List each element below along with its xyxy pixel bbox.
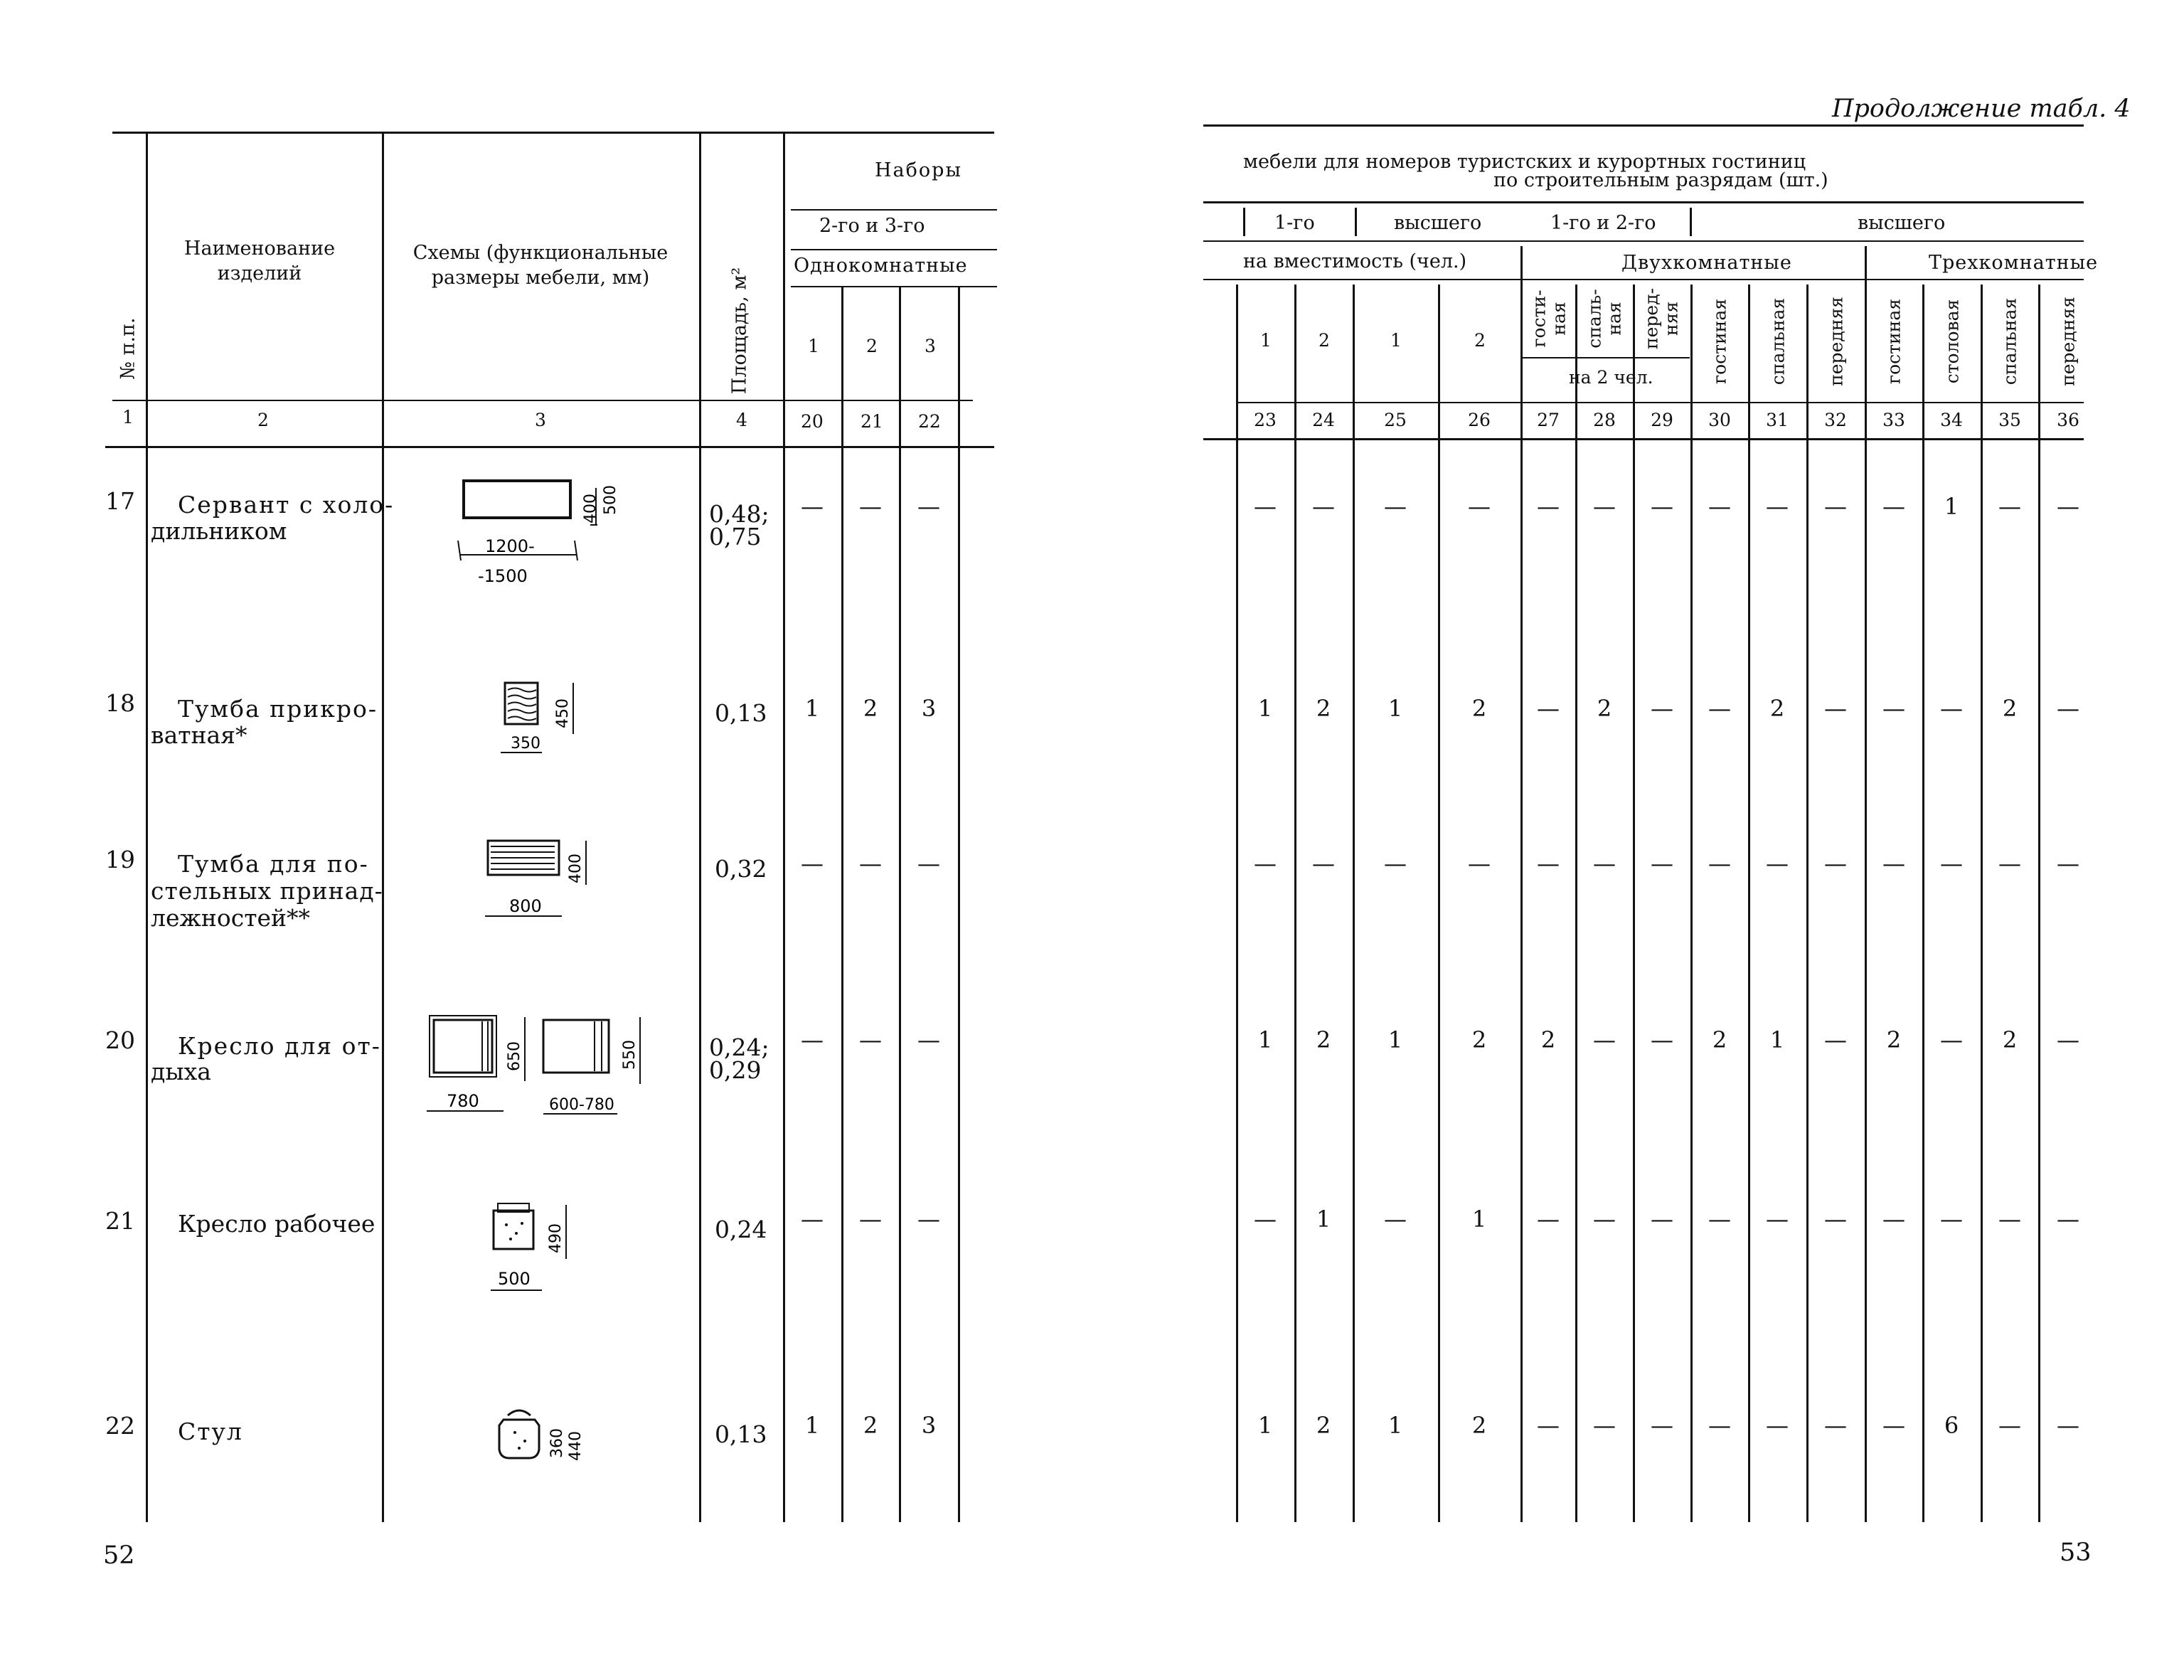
r-vline-6 [1633, 285, 1635, 1522]
right-cell-r20-c31: 1 [1769, 1026, 1785, 1053]
right-cell-r17-c23: — [1254, 493, 1277, 520]
right-header-bottom-rule [1203, 438, 2084, 440]
grade-sep-c [1690, 208, 1692, 236]
cap-col-1: 1 [1260, 330, 1272, 351]
right-cell-r21-c32: — [1824, 1206, 1847, 1233]
right-cell-r20-c32: — [1824, 1026, 1847, 1053]
right-cell-r21-c33: — [1882, 1206, 1905, 1233]
right-cell-r22-c31: — [1766, 1412, 1789, 1439]
dim-500: 500 [602, 485, 619, 515]
row-20-name-2: дыха [151, 1058, 211, 1085]
left-cell-r17-c3: — [917, 493, 940, 520]
right-cell-r19-c27: — [1537, 850, 1560, 877]
right-cell-r17-c32: — [1824, 493, 1847, 520]
right-cell-r17-c26: — [1468, 493, 1491, 520]
right-cell-r21-c29: — [1651, 1206, 1673, 1233]
right-cell-r19-c26: — [1468, 850, 1491, 877]
row-19-name-3: лежностей** [151, 904, 310, 932]
row-21-num: 21 [105, 1207, 135, 1235]
two-room-b-col-1: гостиная [1709, 299, 1730, 384]
row-22-num: 22 [105, 1412, 135, 1440]
capacity-label: на вместимость (чел.) [1243, 250, 1467, 272]
right-for2-rule [1522, 357, 1690, 358]
left-cell-r20-c2: — [859, 1026, 882, 1053]
dim-1500: -1500 [478, 566, 528, 586]
grade-label: 2-го и 3-го [819, 215, 925, 237]
grade-1-2: 1-го и 2-го [1550, 212, 1656, 234]
left-index-1: 1 [122, 407, 134, 427]
dim-600-780: 600-780 [549, 1096, 614, 1114]
scheme-armchair-20 [424, 1010, 666, 1127]
dim-500b: 500 [498, 1269, 531, 1289]
right-cell-r19-c24: — [1312, 850, 1335, 877]
right-cell-r21-c24: 1 [1316, 1206, 1331, 1233]
r-vline-0 [1236, 285, 1238, 1522]
dim-450: 450 [554, 698, 572, 728]
right-index-36: 36 [2057, 410, 2079, 430]
right-index-29: 29 [1651, 410, 1673, 430]
right-cell-r18-c30: — [1708, 695, 1731, 722]
grade-1: 1-го [1274, 212, 1315, 234]
caption-line-2: по строительным разрядам (шт.) [1493, 169, 1828, 191]
right-cell-r17-c31: — [1766, 493, 1789, 520]
dim-360: 360 [548, 1428, 566, 1458]
left-header-bottom-rule [105, 446, 994, 448]
right-index-32: 32 [1824, 410, 1847, 430]
scheme-bedding-19 [478, 834, 634, 929]
sets-label: Наборы [875, 159, 962, 181]
right-cell-r22-c36: — [2057, 1412, 2079, 1439]
left-index-22: 22 [918, 411, 941, 432]
cap-col-3: 1 [1390, 330, 1402, 351]
row-19-num: 19 [105, 846, 135, 873]
right-cell-r22-c34: 6 [1944, 1412, 1959, 1439]
left-cell-r17-c2: — [859, 493, 882, 520]
chair-schematic [492, 1401, 606, 1479]
right-cell-r22-c33: — [1882, 1412, 1905, 1439]
left-cell-r22-c2: 2 [863, 1412, 878, 1439]
row-17-name-2: дильником [151, 517, 287, 545]
right-cell-r18-c24: 2 [1316, 695, 1331, 722]
right-cell-r17-c25: — [1384, 493, 1407, 520]
dim-490: 490 [547, 1223, 565, 1253]
left-vline-4 [783, 132, 785, 1522]
row-21-area-1: 0,24 [715, 1216, 767, 1243]
two-room-b-col-3: передняя [1826, 297, 1847, 386]
right-cell-r17-c27: — [1537, 493, 1560, 520]
dim-550: 550 [621, 1040, 639, 1070]
right-cell-r18-c36: — [2057, 695, 2079, 722]
right-cell-r21-c34: — [1940, 1206, 1963, 1233]
left-cell-r18-c3: 3 [921, 695, 937, 722]
dim-350: 350 [511, 735, 540, 753]
cap-col-4: 2 [1474, 330, 1486, 351]
left-index-4: 4 [736, 410, 747, 430]
right-cell-r19-c28: — [1593, 850, 1616, 877]
three-room-col-3: спальная [1999, 297, 2020, 386]
three-room-col-1: гостиная [1883, 299, 1905, 384]
right-cell-r21-c28: — [1593, 1206, 1616, 1233]
r-vline-4 [1520, 246, 1523, 1522]
dim-780: 780 [447, 1091, 479, 1111]
three-room-col-2: столовая [1941, 299, 1963, 384]
right-cell-r21-c26: 1 [1471, 1206, 1487, 1233]
col-num-label: № п.п. [117, 317, 139, 380]
right-cell-r17-c28: — [1593, 493, 1616, 520]
right-cell-r19-c23: — [1254, 850, 1277, 877]
right-cell-r17-c36: — [2057, 493, 2079, 520]
row-20-area-1: 0,24; [709, 1033, 769, 1061]
right-cell-r20-c27: 2 [1540, 1026, 1556, 1053]
right-index-top-rule [1237, 402, 2084, 403]
left-roomtype-rule2 [791, 286, 997, 287]
two-room-a-col-1: гости-ная [1528, 289, 1569, 348]
right-cell-r19-c33: — [1882, 850, 1905, 877]
right-index-35: 35 [1998, 410, 2021, 430]
right-cell-r18-c31: 2 [1769, 695, 1785, 722]
right-cell-r19-c34: — [1940, 850, 1963, 877]
left-index-rule [112, 400, 973, 401]
two-room-a-col-2: спаль-ная [1584, 289, 1624, 349]
left-subcol-3: 3 [925, 336, 936, 356]
row-18-name-1: Тумба прикро- [178, 695, 378, 723]
right-cell-r22-c30: — [1708, 1412, 1731, 1439]
right-cell-r17-c30: — [1708, 493, 1731, 520]
right-cell-r17-c29: — [1651, 493, 1673, 520]
dim-1200: 1200- [485, 536, 535, 556]
left-vline-5 [841, 287, 843, 1522]
left-cell-r18-c2: 2 [863, 695, 878, 722]
right-cell-r22-c35: — [1998, 1412, 2021, 1439]
right-index-23: 23 [1254, 410, 1277, 430]
right-cell-r22-c26: 2 [1471, 1412, 1487, 1439]
col-name-label: Наименование изделий [183, 238, 336, 285]
right-cell-r20-c24: 2 [1316, 1026, 1331, 1053]
row-17-num: 17 [105, 487, 135, 515]
three-room-col-4: передняя [2057, 297, 2079, 386]
right-cell-r18-c33: — [1882, 695, 1905, 722]
room-type-label: Однокомнатные [794, 255, 968, 277]
right-cell-r17-c34: 1 [1944, 493, 1959, 520]
left-index-20: 20 [801, 411, 824, 432]
row-21-name-1: Кресло рабочее [178, 1210, 375, 1238]
r-vline-12 [1981, 285, 1983, 1522]
r-vline-7 [1690, 285, 1693, 1522]
grade-high-b: высшего [1858, 212, 1946, 234]
right-cell-r20-c28: — [1593, 1026, 1616, 1053]
right-index-26: 26 [1468, 410, 1491, 430]
right-cell-r22-c27: — [1537, 1412, 1560, 1439]
armchairs-schematic [424, 1010, 666, 1124]
right-cell-r19-c35: — [1998, 850, 2021, 877]
cap-col-2: 2 [1319, 330, 1330, 351]
left-vline-6 [899, 287, 901, 1522]
right-cell-r19-c31: — [1766, 850, 1789, 877]
right-index-30: 30 [1708, 410, 1731, 430]
page-number-right: 53 [2060, 1538, 2092, 1567]
right-cell-r20-c26: 2 [1471, 1026, 1487, 1053]
left-cell-r20-c1: — [801, 1026, 824, 1053]
row-19-area-1: 0,32 [715, 855, 767, 883]
left-index-21: 21 [861, 411, 883, 432]
two-room-a-col-3: перед-няя [1641, 287, 1681, 350]
left-index-2: 2 [257, 410, 269, 430]
r-vline-13 [2038, 285, 2040, 1522]
left-index-3: 3 [535, 410, 546, 430]
right-cell-r21-c25: — [1384, 1206, 1407, 1233]
right-cap-bottom-rule [1203, 279, 2084, 280]
row-18-num: 18 [105, 689, 135, 717]
r-vline-11 [1922, 285, 1924, 1522]
right-cell-r18-c26: 2 [1471, 695, 1487, 722]
page-number-left: 52 [103, 1541, 135, 1570]
left-cell-r22-c1: 1 [804, 1412, 820, 1439]
scheme-workchair-21 [485, 1196, 599, 1306]
scheme-bedside-18 [491, 677, 604, 772]
dim-440: 440 [567, 1431, 585, 1461]
right-cell-r22-c32: — [1824, 1412, 1847, 1439]
right-cell-r18-c34: — [1940, 695, 1963, 722]
right-cell-r20-c23: 1 [1257, 1026, 1273, 1053]
row-20-num: 20 [105, 1026, 135, 1054]
right-cell-r19-c32: — [1824, 850, 1847, 877]
scheme-sideboard-17 [455, 475, 668, 599]
right-cell-r20-c36: — [2057, 1026, 2079, 1053]
row-17-area-2: 0,75 [709, 523, 762, 551]
right-cell-r19-c29: — [1651, 850, 1673, 877]
grade-high-a: высшего [1394, 212, 1482, 234]
right-cell-r20-c33: 2 [1886, 1026, 1902, 1053]
right-cell-r20-c29: — [1651, 1026, 1673, 1053]
right-cell-r18-c25: 1 [1387, 695, 1403, 722]
scheme-chair-22 [492, 1401, 606, 1482]
row-19-name-1: Тумба для по- [178, 850, 369, 878]
row-22-name-1: Стул [178, 1418, 243, 1445]
right-cell-r18-c23: 1 [1257, 695, 1273, 722]
left-cell-r18-c1: 1 [804, 695, 820, 722]
left-vline-1 [146, 132, 148, 1522]
left-cell-r21-c3: — [917, 1206, 940, 1233]
row-20-name-1: Кресло для от- [178, 1032, 381, 1060]
right-cell-r18-c28: 2 [1597, 695, 1612, 722]
two-room-label: Двухкомнатные [1621, 252, 1792, 274]
dim-650: 650 [506, 1041, 523, 1071]
col-scheme-label: Схемы (функциональные размеры мебели, мм) [412, 242, 668, 289]
right-index-28: 28 [1593, 410, 1616, 430]
left-vline-2 [382, 132, 384, 1522]
right-cell-r21-c31: — [1766, 1206, 1789, 1233]
two-room-b-col-2: спальная [1767, 297, 1789, 386]
bedside-schematic [491, 677, 604, 770]
right-grade-bottom-rule [1203, 240, 2084, 242]
right-cell-r19-c30: — [1708, 850, 1731, 877]
left-cell-r19-c1: — [801, 850, 824, 877]
row-18-name-2: ватная* [151, 721, 247, 749]
right-index-31: 31 [1766, 410, 1789, 430]
right-index-25: 25 [1384, 410, 1407, 430]
right-cell-r17-c24: — [1312, 493, 1335, 520]
right-cell-r21-c36: — [2057, 1206, 2079, 1233]
dim-800: 800 [509, 896, 542, 916]
grade-sep-b [1355, 208, 1357, 236]
left-cell-r22-c3: 3 [921, 1412, 937, 1439]
for-two-label: на 2 чел. [1569, 367, 1653, 388]
r-vline-5 [1575, 285, 1577, 1522]
left-subcol-1: 1 [808, 336, 819, 356]
r-vline-10 [1865, 246, 1867, 1522]
grade-sep-a [1243, 208, 1245, 236]
left-grade-rule [791, 209, 997, 211]
right-cell-r17-c35: — [1998, 493, 2021, 520]
right-cell-r20-c34: — [1940, 1026, 1963, 1053]
left-cell-r20-c3: — [917, 1026, 940, 1053]
left-cell-r17-c1: — [801, 493, 824, 520]
right-index-34: 34 [1940, 410, 1963, 430]
left-cell-r19-c2: — [859, 850, 882, 877]
right-cell-r21-c30: — [1708, 1206, 1731, 1233]
continuation-title: Продолжение табл. 4 [1832, 95, 2131, 123]
caption-line-1: мебели для номеров туристских и курортных гостиниц [1243, 151, 1806, 173]
r-vline-9 [1806, 285, 1809, 1522]
right-cell-r22-c29: — [1651, 1412, 1673, 1439]
right-index-33: 33 [1882, 410, 1905, 430]
r-vline-1 [1294, 285, 1296, 1522]
row-17-area-1: 0,48; [709, 500, 769, 528]
right-cell-r22-c23: 1 [1257, 1412, 1273, 1439]
three-room-label: Трехкомнатные [1929, 252, 2099, 274]
right-grade-top-rule [1203, 201, 2084, 203]
work-chair-schematic [485, 1196, 599, 1303]
right-cell-r22-c24: 2 [1316, 1412, 1331, 1439]
left-top-rule [112, 132, 994, 134]
right-index-27: 27 [1537, 410, 1560, 430]
row-22-area-1: 0,13 [715, 1420, 767, 1448]
right-cell-r18-c35: 2 [2002, 695, 2018, 722]
row-18-area-1: 0,13 [715, 699, 767, 727]
right-cell-r19-c25: — [1384, 850, 1407, 877]
right-cell-r20-c35: 2 [2002, 1026, 2018, 1053]
right-cell-r20-c30: 2 [1712, 1026, 1727, 1053]
bedding-cabinet-schematic [478, 834, 634, 926]
left-cell-r19-c3: — [917, 850, 940, 877]
r-vline-8 [1748, 285, 1750, 1522]
right-cell-r17-c33: — [1882, 493, 1905, 520]
right-cell-r18-c27: — [1537, 695, 1560, 722]
right-top-rule [1203, 124, 2084, 127]
right-index-24: 24 [1312, 410, 1335, 430]
right-cell-r18-c29: — [1651, 695, 1673, 722]
right-cell-r21-c23: — [1254, 1206, 1277, 1233]
left-vline-7 [958, 287, 960, 1522]
right-cell-r19-c36: — [2057, 850, 2079, 877]
col-area-label: Площадь, м² [728, 267, 751, 395]
r-vline-2 [1353, 285, 1355, 1522]
right-cell-r21-c35: — [1998, 1206, 2021, 1233]
sideboard-schematic [455, 475, 668, 596]
row-17-name-1: Сервант с холо- [178, 491, 395, 519]
row-20-area-2: 0,29 [709, 1056, 762, 1084]
right-cell-r22-c25: 1 [1387, 1412, 1403, 1439]
dim-400: 400 [582, 494, 600, 523]
left-roomtype-rule [791, 249, 997, 250]
right-cell-r21-c27: — [1537, 1206, 1560, 1233]
left-cell-r21-c2: — [859, 1206, 882, 1233]
left-cell-r21-c1: — [801, 1206, 824, 1233]
left-vline-3 [699, 132, 701, 1522]
r-vline-3 [1438, 285, 1440, 1522]
right-cell-r22-c28: — [1593, 1412, 1616, 1439]
right-cell-r20-c25: 1 [1387, 1026, 1403, 1053]
left-subcol-2: 2 [866, 336, 878, 356]
dim-400b: 400 [567, 854, 585, 883]
row-19-name-2: стельных принад- [151, 877, 383, 905]
right-cell-r18-c32: — [1824, 695, 1847, 722]
